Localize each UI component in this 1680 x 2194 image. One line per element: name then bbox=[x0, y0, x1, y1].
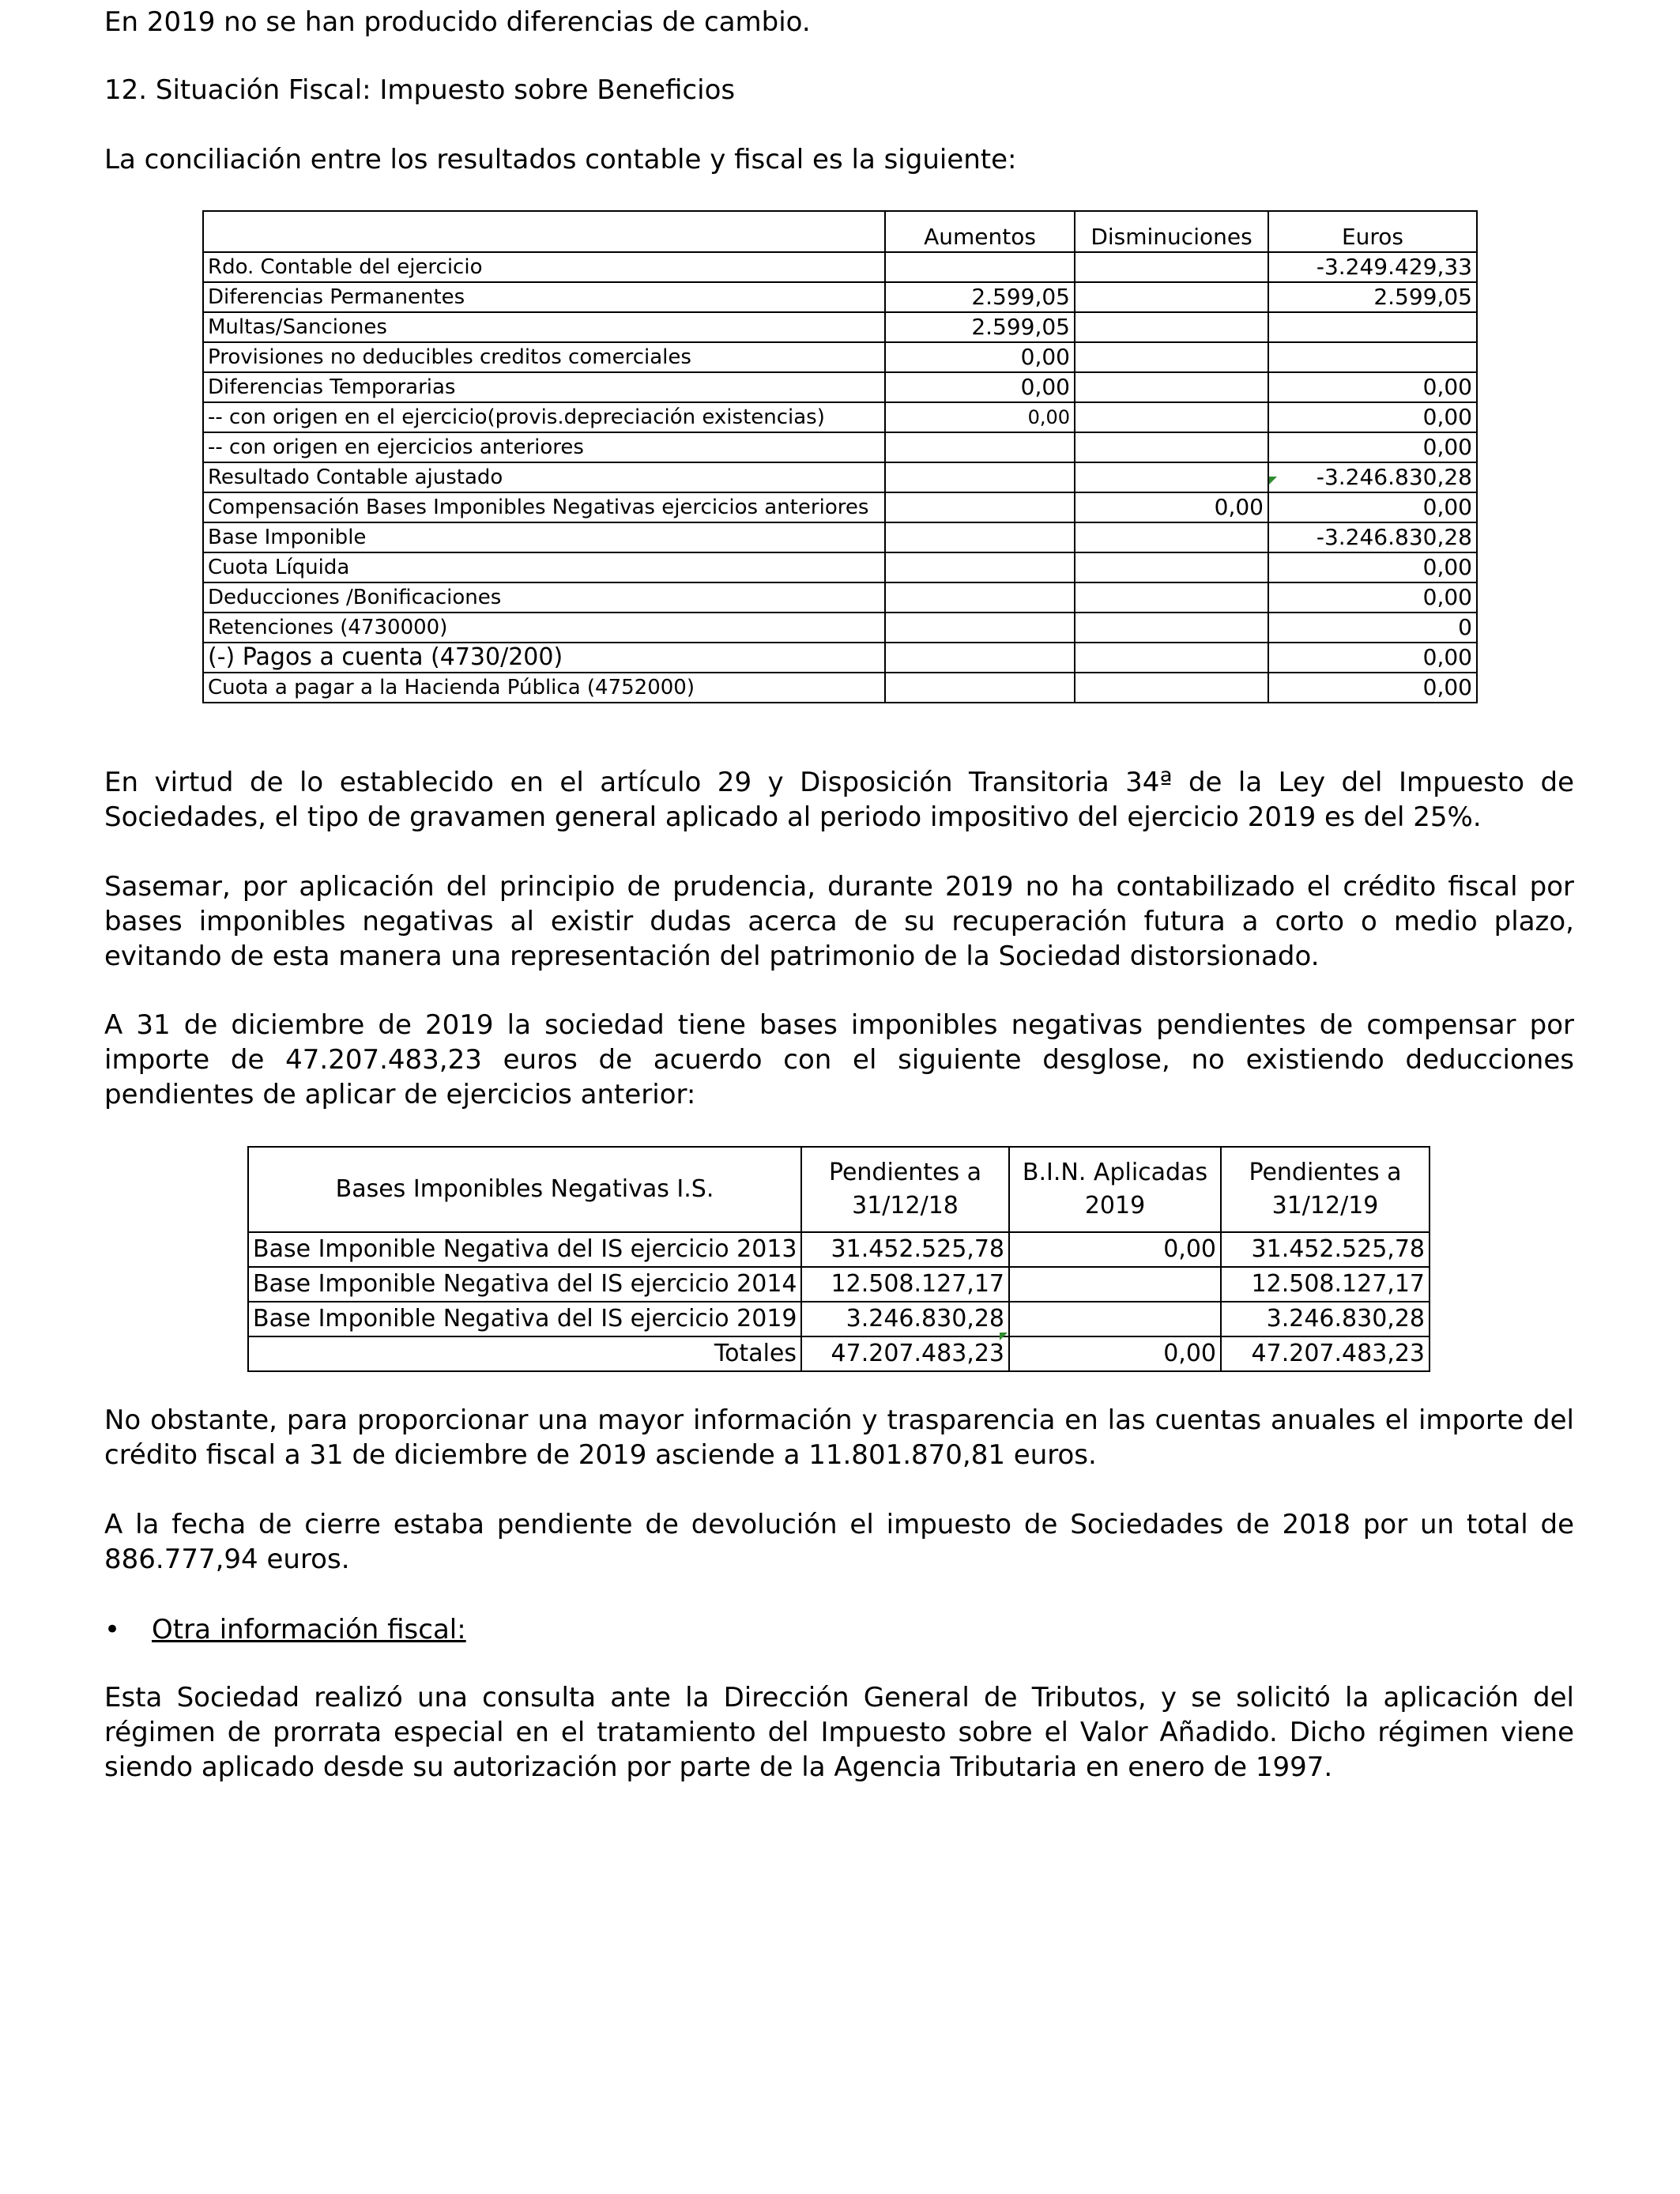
table-header-row bbox=[248, 1147, 1430, 1232]
cell-aumentos bbox=[885, 252, 1075, 282]
cell-euros bbox=[1268, 312, 1477, 342]
cell-euros: 0,00 bbox=[1268, 492, 1477, 522]
header-bases: Bases Imponibles Negativas I.S. bbox=[248, 1147, 801, 1232]
row-label: Retenciones (4730000) bbox=[203, 613, 885, 643]
cell-disminuciones bbox=[1075, 673, 1268, 703]
cell-aumentos bbox=[885, 462, 1075, 492]
row-label: Cuota a pagar a la Hacienda Pública (4752000) bbox=[203, 673, 885, 703]
cell-disminuciones bbox=[1075, 312, 1268, 342]
table-row bbox=[248, 1232, 1430, 1267]
cell-pendientes-2019: 31.452.525,78 bbox=[1221, 1232, 1430, 1267]
paragraph-devolucion: A la fecha de cierre estaba pendiente de devolución el impuesto de Sociedades de 2018 por un total de 886.777,94 euros. bbox=[104, 1509, 1574, 1575]
table-row bbox=[203, 552, 1477, 582]
cell-disminuciones bbox=[1075, 372, 1268, 402]
cell-aumentos: 2.599,05 bbox=[885, 312, 1075, 342]
cell-euros bbox=[1268, 342, 1477, 372]
table-row bbox=[203, 673, 1477, 703]
table-row bbox=[203, 312, 1477, 342]
cell-euros: 0,00 bbox=[1268, 372, 1477, 402]
cell-disminuciones bbox=[1075, 462, 1268, 492]
cell-pendientes-2019: 12.508.127,17 bbox=[1221, 1267, 1430, 1302]
cell-aumentos bbox=[885, 613, 1075, 643]
table-row bbox=[203, 522, 1477, 552]
bases-imponibles-table bbox=[247, 1146, 1430, 1372]
paragraph-credito: No obstante, para proporcionar una mayor información y trasparencia en las cuentas anuales el importe del crédito fiscal a 31 de diciembre de 2019 asciende a 11.801.870,81 euros. bbox=[104, 1404, 1574, 1471]
cell-disminuciones bbox=[1075, 402, 1268, 432]
cell-disminuciones bbox=[1075, 342, 1268, 372]
cell-disminuciones bbox=[1075, 522, 1268, 552]
cell-comment-marker bbox=[1000, 1333, 1008, 1340]
cell-pendientes-2018: 12.508.127,17 bbox=[801, 1267, 1009, 1302]
cell-aumentos bbox=[885, 673, 1075, 703]
cell-euros: 2.599,05 bbox=[1268, 282, 1477, 312]
header-cell-blank bbox=[203, 211, 885, 252]
table-row bbox=[203, 492, 1477, 522]
row-label: Resultado Contable ajustado bbox=[203, 462, 885, 492]
table-row bbox=[203, 432, 1477, 462]
cell-pendientes-2019: 3.246.830,28 bbox=[1221, 1302, 1430, 1336]
cell-aumentos bbox=[885, 432, 1075, 462]
row-label: Diferencias Temporarias bbox=[203, 372, 885, 402]
paragraph-sasemar: Sasemar, por aplicación del principio de prudencia, durante 2019 no ha contabilizado el crédito fiscal por bases imponibles negativas al existir dudas acerca de su recuperación futura a corto o medio plazo, evitando de esta manera una representación del patrimonio de la Sociedad distorsionado. bbox=[104, 871, 1574, 972]
cell-aumentos bbox=[885, 582, 1075, 613]
header-pendientes-2018: Pendientes a 31/12/18 bbox=[801, 1147, 1009, 1232]
cell-pendientes-2018: 3.246.830,28 bbox=[801, 1302, 1009, 1336]
table-row bbox=[203, 252, 1477, 282]
row-label: (-) Pagos a cuenta (4730/200) bbox=[203, 643, 885, 673]
paragraph-bases: A 31 de diciembre de 2019 la sociedad tiene bases imponibles negativas pendientes de compensar por importe de 47.207.483,23 euros de acuerdo con el siguiente desglose, no existiendo deducciones pendientes de aplicar de ejercicios anterior: bbox=[104, 1009, 1574, 1110]
cell-disminuciones bbox=[1075, 552, 1268, 582]
cell-aplicadas bbox=[1009, 1267, 1221, 1302]
bullet-icon: • bbox=[104, 1614, 121, 1646]
row-label: Base Imponible bbox=[203, 522, 885, 552]
cell-euros: -3.249.429,33 bbox=[1268, 252, 1477, 282]
header-disminuciones: Disminuciones bbox=[1075, 211, 1268, 252]
row-label: Diferencias Permanentes bbox=[203, 282, 885, 312]
cell-euros: 0,00 bbox=[1268, 432, 1477, 462]
cell-disminuciones: 0,00 bbox=[1075, 492, 1268, 522]
table-row bbox=[203, 402, 1477, 432]
header-aplicadas-2019: B.I.N. Aplicadas 2019 bbox=[1009, 1147, 1221, 1232]
cell-euros: 0 bbox=[1268, 613, 1477, 643]
table-row bbox=[203, 282, 1477, 312]
row-label: Multas/Sanciones bbox=[203, 312, 885, 342]
cell-euros: 0,00 bbox=[1268, 643, 1477, 673]
header-euros: Euros bbox=[1268, 211, 1477, 252]
table-row bbox=[203, 643, 1477, 673]
row-label: Compensación Bases Imponibles Negativas ejercicios anteriores bbox=[203, 492, 885, 522]
cell-euros: 0,00 bbox=[1268, 552, 1477, 582]
cell-aumentos: 0,00 bbox=[885, 402, 1075, 432]
cell-disminuciones bbox=[1075, 582, 1268, 613]
cell-disminuciones bbox=[1075, 432, 1268, 462]
header-aumentos: Aumentos bbox=[885, 211, 1075, 252]
conciliation-table bbox=[202, 210, 1478, 703]
header-pendientes-2019: Pendientes a 31/12/19 bbox=[1221, 1147, 1430, 1232]
table-row bbox=[248, 1267, 1430, 1302]
total-pendientes-2018: 47.207.483,23 bbox=[801, 1336, 1009, 1371]
row-label: Base Imponible Negativa del IS ejercicio 2013 bbox=[248, 1232, 801, 1267]
cell-euros: -3.246.830,28 bbox=[1268, 462, 1477, 492]
table-row bbox=[203, 582, 1477, 613]
cell-aplicadas: 0,00 bbox=[1009, 1232, 1221, 1267]
totals-row bbox=[248, 1336, 1430, 1371]
cell-pendientes-2018: 31.452.525,78 bbox=[801, 1232, 1009, 1267]
paragraph-conciliacion: La conciliación entre los resultados contable y fiscal es la siguiente: bbox=[104, 144, 1017, 175]
cell-euros: -3.246.830,28 bbox=[1268, 522, 1477, 552]
bullet-heading: Otra información fiscal: bbox=[152, 1614, 466, 1646]
cell-disminuciones bbox=[1075, 613, 1268, 643]
table-header-row bbox=[203, 211, 1477, 252]
row-label: Base Imponible Negativa del IS ejercicio 2019 bbox=[248, 1302, 801, 1336]
row-label: Base Imponible Negativa del IS ejercicio 2014 bbox=[248, 1267, 801, 1302]
row-label: -- con origen en el ejercicio(provis.depreciación existencias) bbox=[203, 402, 885, 432]
cell-aumentos: 0,00 bbox=[885, 372, 1075, 402]
table-row bbox=[203, 342, 1477, 372]
total-aplicadas: 0,00 bbox=[1009, 1336, 1221, 1371]
table-row bbox=[248, 1302, 1430, 1336]
section-heading: 12. Situación Fiscal: Impuesto sobre Beneficios bbox=[104, 74, 736, 106]
total-pendientes-2019: 47.207.483,23 bbox=[1221, 1336, 1430, 1371]
cell-aumentos bbox=[885, 522, 1075, 552]
row-label: Cuota Líquida bbox=[203, 552, 885, 582]
cell-comment-marker bbox=[1269, 477, 1277, 484]
cell-aumentos: 0,00 bbox=[885, 342, 1075, 372]
paragraph-intro: En 2019 no se han producido diferencias de cambio. bbox=[104, 6, 811, 38]
cell-aumentos bbox=[885, 643, 1075, 673]
table-row bbox=[203, 613, 1477, 643]
totals-label: Totales bbox=[248, 1336, 801, 1371]
paragraph-consulta: Esta Sociedad realizó una consulta ante la Dirección General de Tributos, y se solicitó la aplicación del régimen de prorrata especial en el tratamiento del Impuesto sobre el Valor Añadido. Dicho régimen viene siendo aplicado desde su autorización por parte de la Agencia Tributaria en enero de 1997. bbox=[104, 1682, 1574, 1783]
cell-aumentos: 2.599,05 bbox=[885, 282, 1075, 312]
row-label: Rdo. Contable del ejercicio bbox=[203, 252, 885, 282]
cell-euros: 0,00 bbox=[1268, 582, 1477, 613]
cell-aplicadas bbox=[1009, 1302, 1221, 1336]
row-label: Provisiones no deducibles creditos comerciales bbox=[203, 342, 885, 372]
cell-disminuciones bbox=[1075, 643, 1268, 673]
cell-aumentos bbox=[885, 492, 1075, 522]
table-row bbox=[203, 372, 1477, 402]
row-label: Deducciones /Bonificaciones bbox=[203, 582, 885, 613]
cell-disminuciones bbox=[1075, 252, 1268, 282]
cell-disminuciones bbox=[1075, 282, 1268, 312]
cell-aumentos bbox=[885, 552, 1075, 582]
row-label: -- con origen en ejercicios anteriores bbox=[203, 432, 885, 462]
table-row bbox=[203, 462, 1477, 492]
cell-euros: 0,00 bbox=[1268, 673, 1477, 703]
cell-euros: 0,00 bbox=[1268, 402, 1477, 432]
paragraph-articulo: En virtud de lo establecido en el artículo 29 y Disposición Transitoria 34ª de la Ley del Impuesto de Sociedades, el tipo de gravamen general aplicado al periodo impositivo del ejercicio 2019 es del 25%. bbox=[104, 767, 1574, 833]
